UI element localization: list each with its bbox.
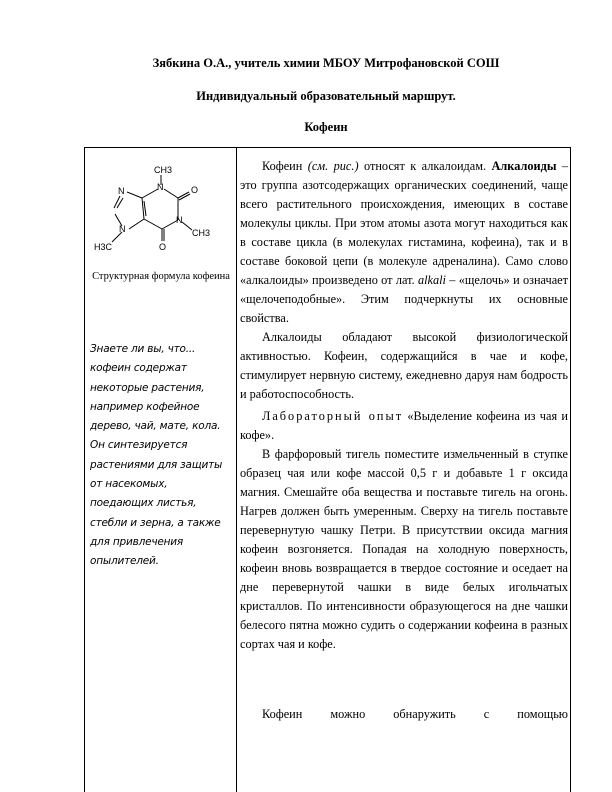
mol-label-ch3-right: CH3: [192, 228, 211, 238]
column-divider: [236, 147, 237, 792]
main-text: [240, 157, 568, 654]
paragraph-detection: Кофеин можно обнаружить с помощью: [262, 707, 568, 721]
caffeine-structure-image: [92, 162, 224, 258]
mol-label-n: N: [176, 215, 183, 225]
paragraph-procedure: В фарфоровый тигель поместите измельченный в ступке образец чая или кофе массой 0,5 г и добавьте 1 г оксида магния. Смешайте оба вещества и поставьте тигель на огонь. Нагрев должен быть умеренным. Сверху на тигель поставьте перевернутую чашку Петри. В присутствии оксида магния кофеин возгоняется. Попадая на холодную поверхность, кофеин вновь возвращается в твердое состояние и оседает на дне перевернутой чашки в виде белых игольчатых кристаллов. По интенсивности образующегося на дне чашки белесого пятна можно судить о содержании кофеина в разных сортах чая и кофе.: [240, 447, 568, 651]
mol-label-n: N: [119, 224, 126, 234]
mol-label-ch3-top: CH3: [154, 165, 173, 175]
lab-heading: Лабораторный опыт «Выделение кофеина из чая и кофе».: [240, 409, 568, 442]
mol-label-h3c: H3C: [94, 242, 113, 252]
did-you-know-note: Знаете ли вы, что... кофеин содержат некоторые растения, например кофейное дерево, чай, мате, кола. Он синтезируется растениями для защиты от насекомых, поедающих листья, стебли и зерна, а также для привлечения опылителей.: [90, 343, 223, 568]
mol-label-o: O: [159, 242, 167, 252]
route-subtitle: Индивидуальный образовательный маршрут.: [196, 89, 456, 103]
mol-label-n: N: [118, 186, 125, 196]
page-title: Кофеин: [304, 120, 348, 134]
structure-caption: Структурная формула кофеина: [92, 271, 230, 282]
paragraph-alkaloids: Кофеин (см. рис.) относят к алкалоидам. Алкалоиды – это группа азотсодержащих органических соединений, чаще всего растительного происхождения, имеющих в составе молекулы циклы. При этом атомы азота могут находиться как в составе цикла (в молекулах гистамина, кофеина), так и в составе боковой цепи (в молекуле адреналина). Само слово «алкалоиды» произведено от лат. alkali – «щелочь» и означает «щелочеподобные». Этим подчеркнуты их основные свойства.: [240, 159, 568, 325]
author-line: Зябкина О.А., учитель химии МБОУ Митрофановской СОШ: [152, 56, 500, 70]
mol-label-n: N: [157, 182, 164, 192]
paragraph-activity: Алкалоиды обладают высокой физиологической активностью. Кофеин, содержащийся в чае и кофе, стимулирует нервную систему, ежедневно даруя нам бодрость и работоспособность.: [240, 330, 568, 401]
mol-label-o: O: [191, 185, 199, 195]
